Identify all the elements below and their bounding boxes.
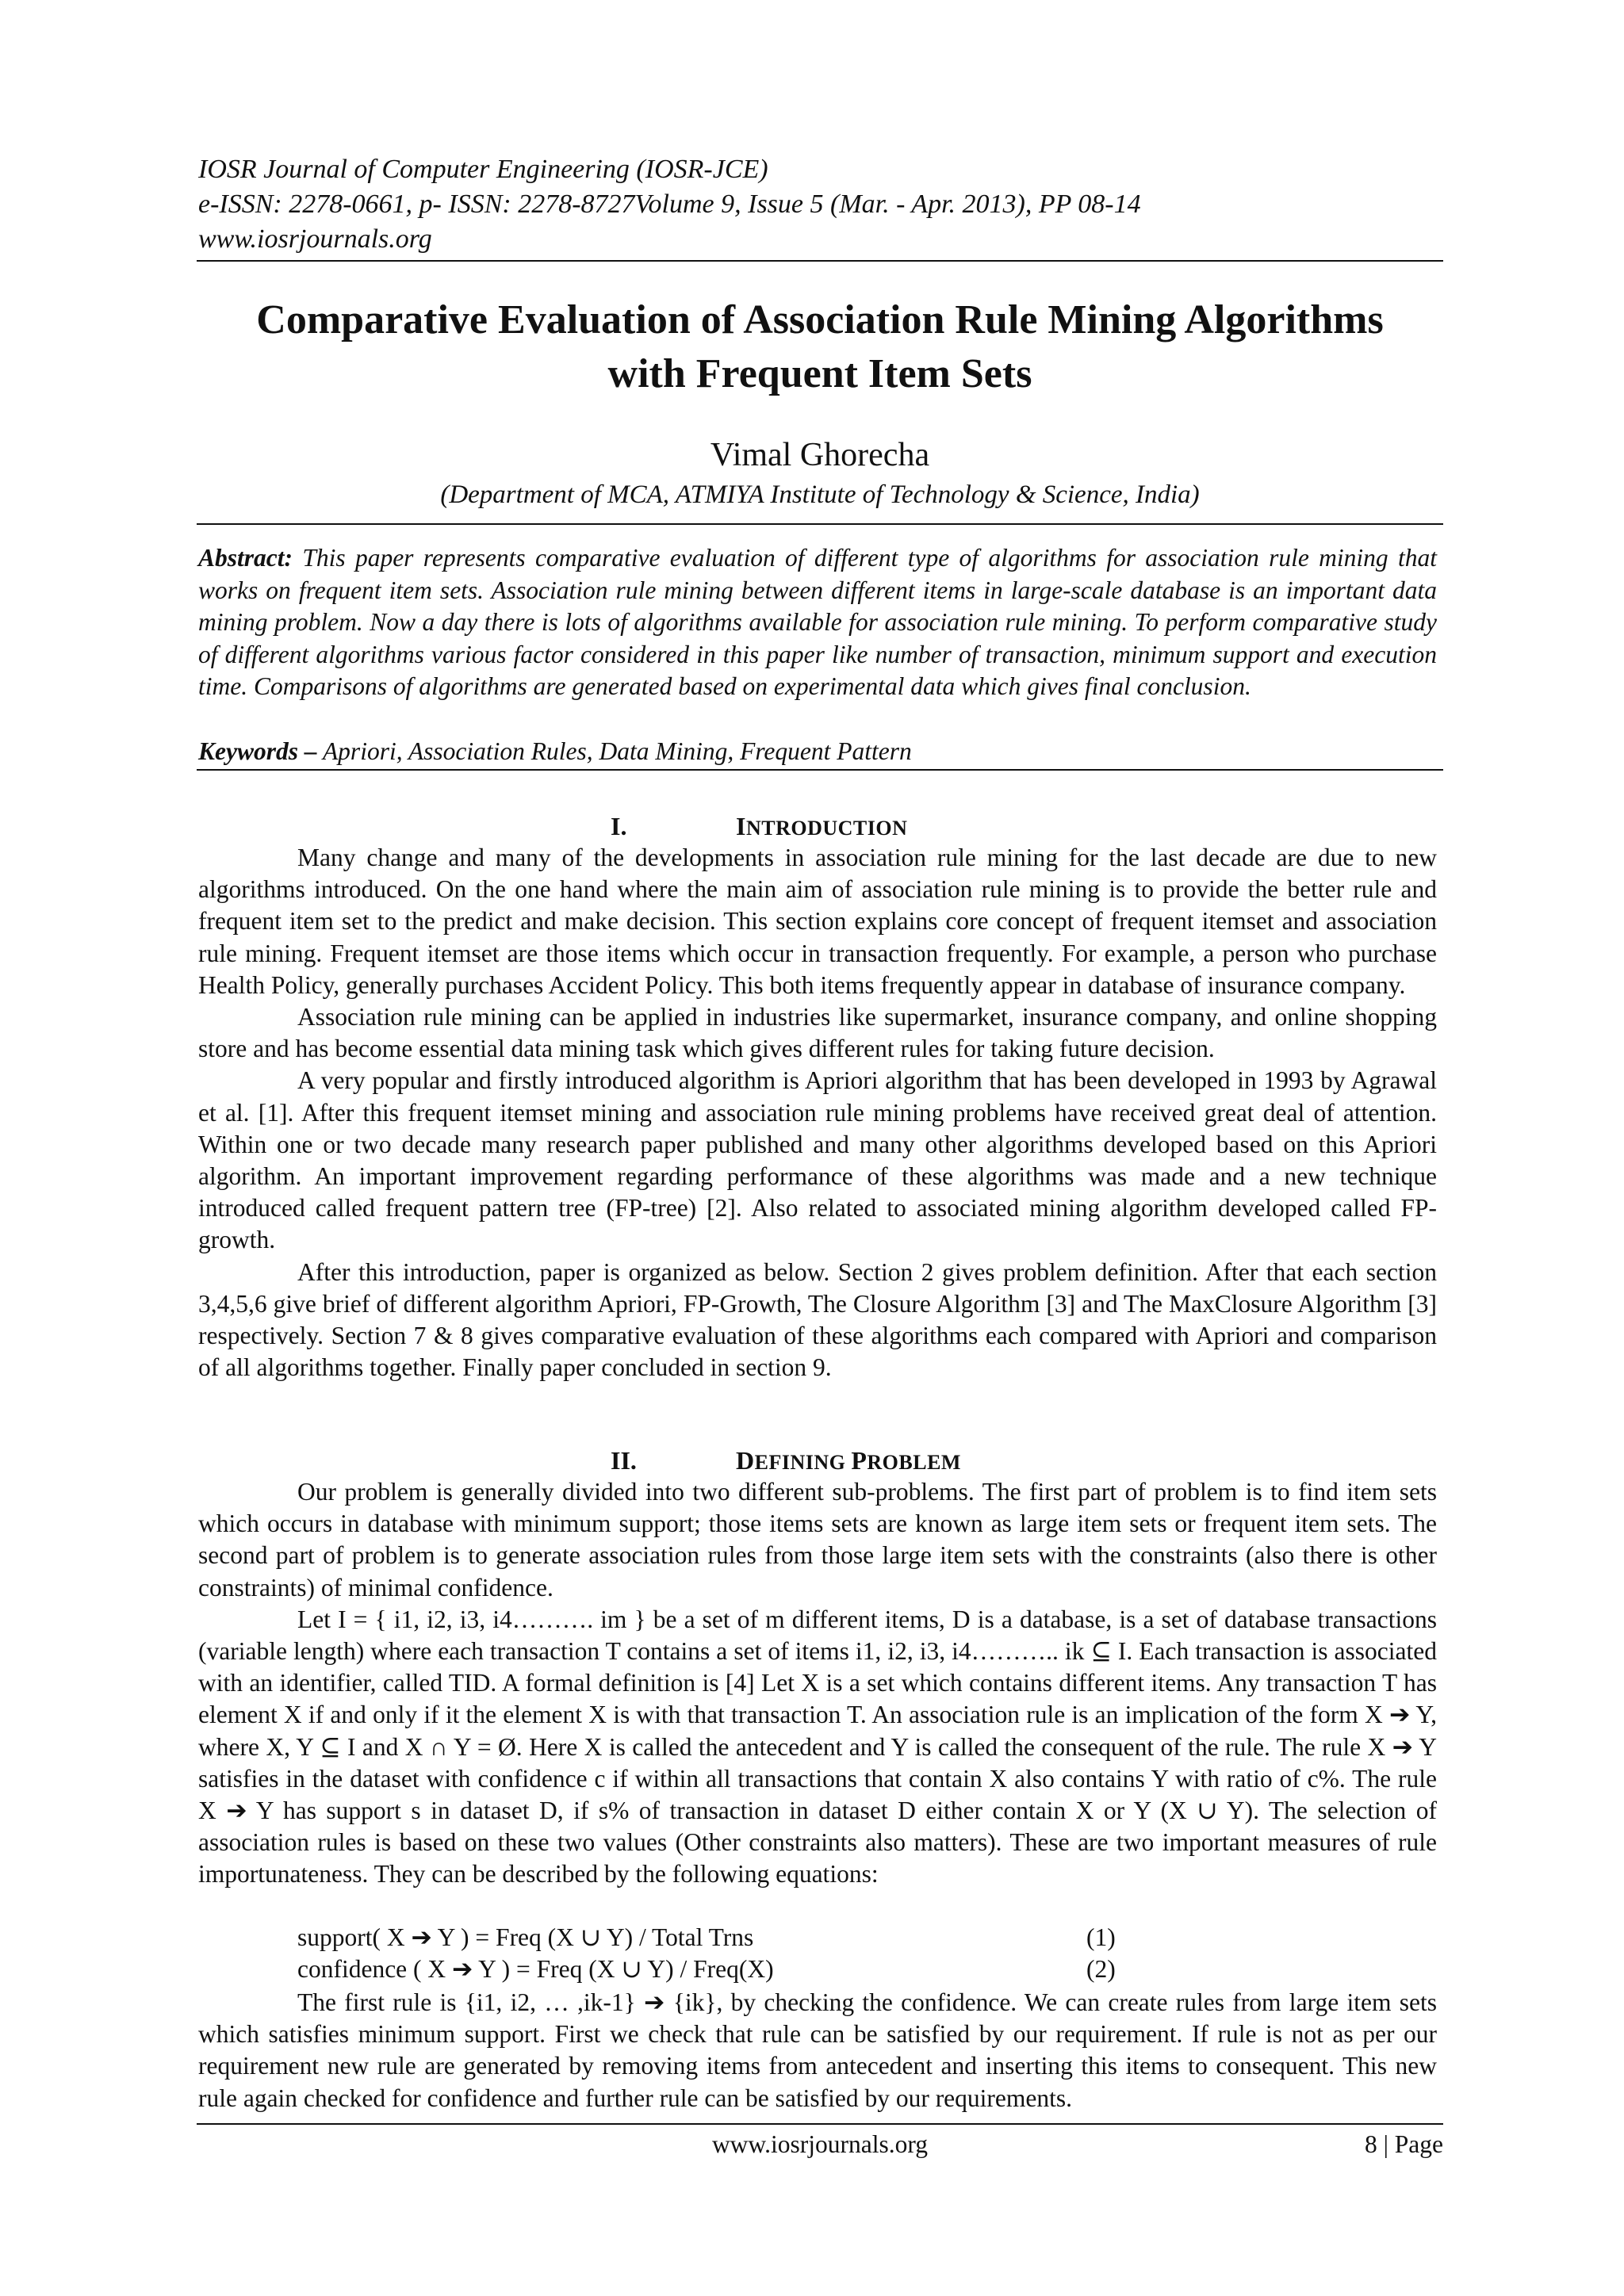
- abstract-label: Abstract:: [198, 544, 293, 572]
- keywords: [198, 736, 1437, 767]
- keywords-text: Apriori, Association Rules, Data Mining, Frequent Pattern: [322, 737, 912, 765]
- journal-name: IOSR Journal of Computer Engineering (IOSR-JCE): [198, 155, 768, 184]
- section-title: INTRODUCTION: [736, 812, 908, 840]
- section-body-continued: [198, 1987, 1437, 2114]
- paragraph: Let I = { i1, i2, i3, i4………. im } be a set of m different items, D is a database, is a set of database transactions (variable length) where each transaction T contains a set of items i1, i2, i3, i4……….. ik ⊆ I. Each transaction is associated with an identifier, called TID. A formal definition is [4] Let X is a set which contains different items. Any transaction T has element X if and only if it the element X is with that transaction T. An association rule is an implication of the form X ➔ Y, where X, Y ⊆ I and X ∩ Y = Ø. Here X is called the antecedent and Y is called the consequent of the rule. The rule X ➔ Y satisfies in the dataset with confidence c if within all transactions that contain X also contains Y with ratio of c%. The rule X ➔ Y has support s in dataset D, if s% of transaction in dataset D either contain X or Y (X ∪ Y). The selection of association rules is based on these two values (Other constraints also matters). These are two important measures of rule importunateness. They can be described by the following equations:: [198, 1605, 1437, 1888]
- paragraph: A very popular and firstly introduced algorithm is Apriori algorithm that has been developed in 1993 by Agrawal et al. [1]. After this frequent itemset mining and association rule mining problems have received great deal of attention. Within one or two decade many research paper published and many other algorithms developed based on this Apriori algorithm. An important improvement regarding performance of these algorithms was made and a new technique introduced called frequent pattern tree (FP-tree) [2]. Also related to associated mining algorithm developed called FP-growth.: [198, 1066, 1437, 1254]
- equation-support: [297, 1922, 1170, 1954]
- equation-expression: confidence ( X ➔ Y ) = Freq (X ∪ Y) / Freq(X): [297, 1955, 774, 1983]
- title-line-1: Comparative Evaluation of Association Rule Mining Algorithms: [256, 297, 1384, 342]
- author-affiliation: (Department of MCA, ATMIYA Institute of Technology & Science, India): [440, 480, 1200, 509]
- abstract-top-divider: [197, 523, 1443, 525]
- paragraph: The first rule is {i1, i2, … ,ik-1} ➔ {ik}, by checking the confidence. We can create rules from large item sets which satisfies minimum support. First we check that rule can be satisfied by our requirement. If rule is not as per our requirement new rule are generated by removing items from antecedent and inserting this items to consequent. This new rule again checked for confidence and further rule can be satisfied by our requirements.: [198, 1988, 1437, 2112]
- footer-divider: [197, 2123, 1443, 2125]
- abstract-text: This paper represents comparative evaluation of different type of algorithms for association rule mining that works on frequent item sets. Association rule mining between different items in large-scale database is an important data mining problem. Now a day there is lots of algorithms available for association rule mining. To perform comparative study of different algorithms various factor considered in this paper like number of transaction, minimum support and execution time. Comparisons of algorithms are generated based on experimental data which gives final conclusion.: [198, 544, 1438, 701]
- journal-website: www.iosrjournals.org: [198, 224, 432, 254]
- journal-header: [198, 152, 1443, 257]
- footer-website: www.iosrjournals.org: [711, 2130, 929, 2158]
- section-body-defining-problem: [198, 1476, 1437, 1891]
- paper-title: [197, 293, 1443, 401]
- section-number: I.: [611, 812, 627, 840]
- paragraph: After this introduction, paper is organized as below. Section 2 gives problem definition. After that each section 3,4,5,6 give brief of different algorithm Apriori, FP-Growth, The Closure Algorithm [3] and The MaxClosure Algorithm [3] respectively. Section 7 & 8 gives comparative evaluation of these algorithms each compared with Apriori and comparison of all algorithms together. Finally paper concluded in section 9.: [198, 1257, 1437, 1382]
- equation-number: (2): [1086, 1955, 1116, 1983]
- equation-number: (1): [1086, 1923, 1116, 1951]
- abstract-bottom-divider: [197, 769, 1443, 771]
- keywords-label: Keywords –: [198, 737, 317, 765]
- header-divider: [197, 260, 1443, 262]
- paragraph: Association rule mining can be applied in industries like supermarket, insurance company, and online shopping store and has become essential data mining task which gives different rules for taking future decision.: [198, 1003, 1437, 1063]
- section-number: II.: [611, 1446, 637, 1475]
- paragraph: Our problem is generally divided into two different sub-problems. The first part of problem is to find item sets which occurs in database with minimum support; those items sets are known as large item sets or frequent item sets. The second part of problem is to generate association rules from those large item sets with the constraints (also there is other constraints) of minimal confidence.: [198, 1478, 1437, 1601]
- author-name: Vimal Ghorecha: [710, 437, 930, 473]
- journal-issn: e-ISSN: 2278-0661, p- ISSN: 2278-8727Volume 9, Issue 5 (Mar. - Apr. 2013), PP 08-14: [198, 189, 1141, 219]
- section-body-introduction: [198, 842, 1437, 1383]
- footer-page-number: 8 | Page: [1364, 2130, 1443, 2158]
- equation-expression: support( X ➔ Y ) = Freq (X ∪ Y) / Total Trns: [297, 1923, 754, 1951]
- equation-confidence: [297, 1954, 1170, 1985]
- section-heading-defining-problem: [197, 1445, 1443, 1476]
- title-line-2: with Frequent Item Sets: [607, 351, 1032, 396]
- section-heading-introduction: [197, 810, 1443, 842]
- paragraph: Many change and many of the developments in association rule mining for the last decade are due to new algorithms introduced. On the one hand where the main aim of association rule mining is to provide the better rule and frequent item set to the predict and make decision. This section explains core concept of frequent itemset and association rule mining. Frequent itemset are those items which occur in transaction frequently. For example, a person who purchase Health Policy, generally purchases Accident Policy. This both items frequently appear in database of insurance company.: [198, 844, 1437, 999]
- section-title: DEFINING PROBLEM: [736, 1446, 961, 1475]
- abstract: [198, 542, 1437, 703]
